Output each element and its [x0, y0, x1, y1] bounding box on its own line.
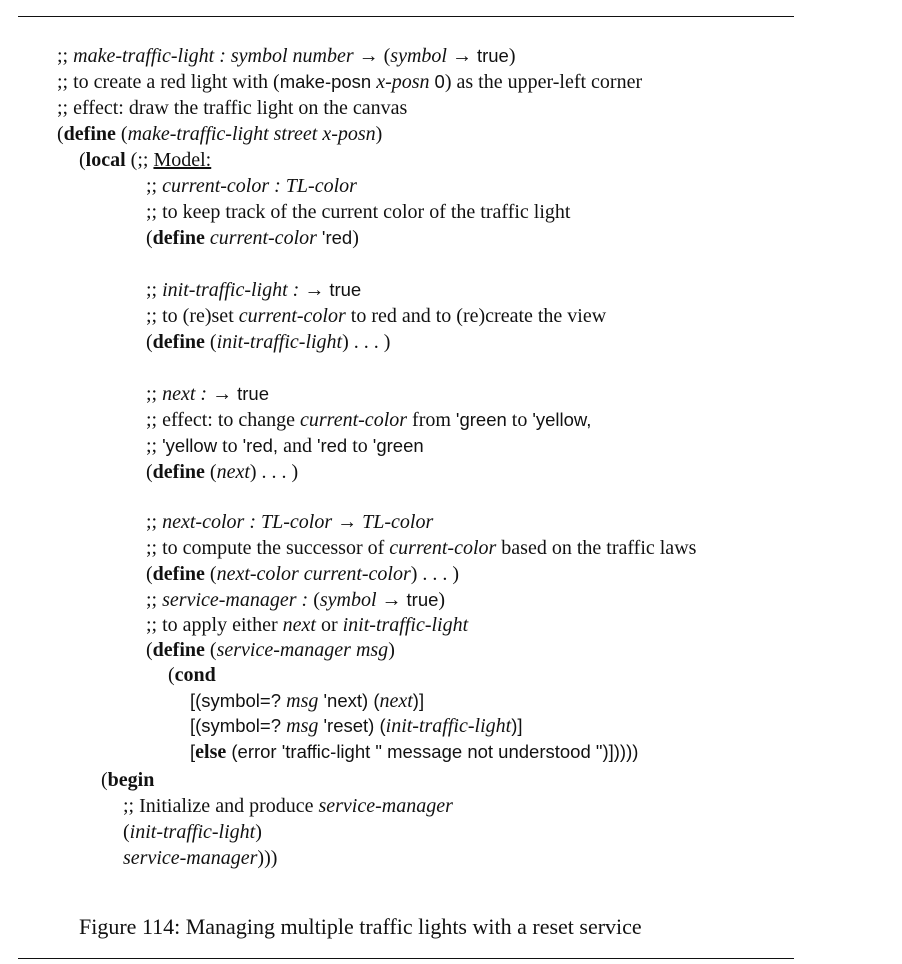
code-line: (begin [101, 769, 155, 791]
code-line: ;; service-manager : (symbol → true) [146, 589, 446, 611]
code-line: ;; to keep track of the current color of the traffic light [146, 201, 571, 223]
code-line: ;; next : → true [146, 383, 269, 405]
code-line: ;; Initialize and produce service-manager [123, 795, 453, 817]
code-line: (define (service-manager msg) [146, 639, 395, 661]
top-rule [18, 16, 794, 17]
code-line: ;; init-traffic-light : → true [146, 279, 362, 301]
code-line: ;; effect: to change current-color from 'green to 'yellow, [146, 409, 592, 431]
code-line: ;; 'yellow to 'red, and 'red to 'green [146, 435, 424, 457]
code-line: ;; to compute the successor of current-color based on the traffic laws [146, 537, 697, 559]
code-line: ;; to create a red light with (make-posn x-posn 0) as the upper-left corner [57, 71, 643, 93]
code-line: ;; current-color : TL-color [146, 175, 357, 197]
code-line: (define (next) . . . ) [146, 461, 299, 483]
figure-caption: Figure 114: Managing multiple traffic lights with a reset service [79, 914, 642, 939]
code-line: [else (error 'traffic-light " message not understood ")])))) [190, 741, 639, 763]
code-line: ;; next-color : TL-color → TL-color [146, 511, 434, 533]
code-line: ;; to apply either next or init-traffic-light [146, 614, 469, 636]
code-line: ;; make-traffic-light : symbol number → (symbol → true) [57, 45, 516, 67]
code-line: (define current-color 'red) [146, 227, 359, 249]
code-line: (cond [168, 664, 216, 686]
code-line: ;; to (re)set current-color to red and to (re)create the view [146, 305, 607, 327]
code-line: [(symbol=? msg 'reset) (init-traffic-light)] [190, 715, 523, 737]
code-line: (init-traffic-light) [123, 821, 262, 843]
code-line: service-manager))) [123, 847, 278, 869]
bottom-rule [18, 958, 794, 959]
code-line: (define (make-traffic-light street x-posn) [57, 123, 383, 145]
code-line: (define (init-traffic-light) . . . ) [146, 331, 391, 353]
code-line: [(symbol=? msg 'next) (next)] [190, 690, 425, 712]
code-line: (define (next-color current-color) . . . ) [146, 563, 460, 585]
code-line: ;; effect: draw the traffic light on the canvas [57, 97, 408, 119]
code-line: (local (;; Model: [79, 149, 212, 171]
